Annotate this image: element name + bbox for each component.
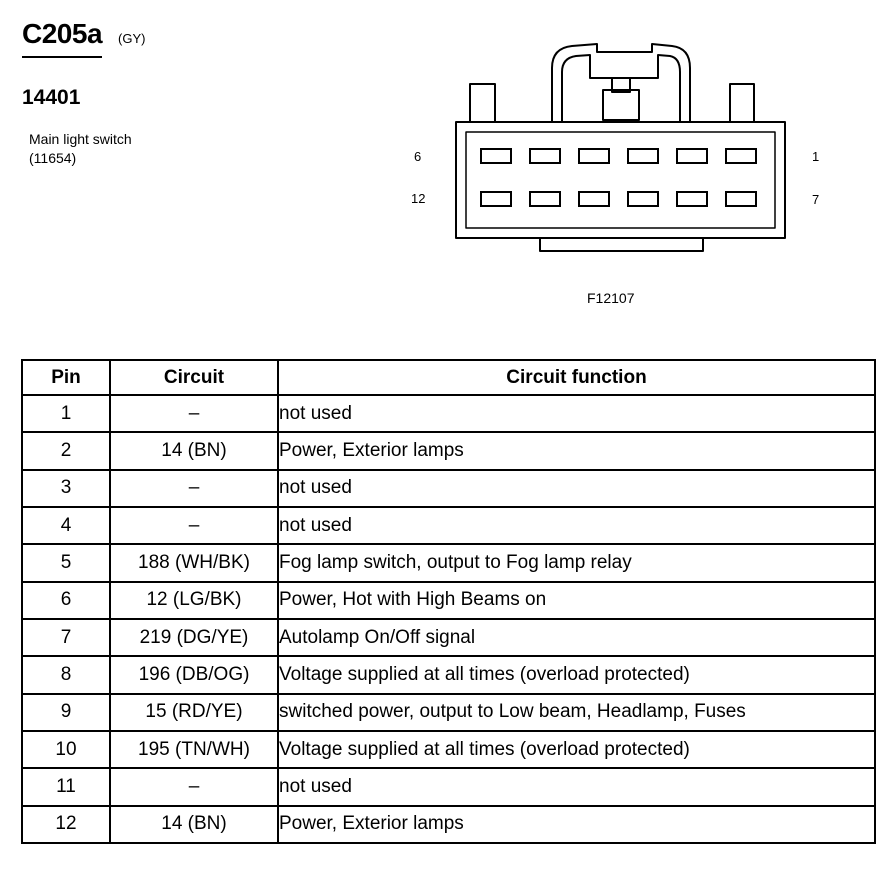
function-cell: switched power, output to Low beam, Headlamp, Fuses [278,694,875,731]
table-row [22,507,875,544]
table-row [22,619,875,656]
pin-cell: 7 [22,619,110,656]
circuit-cell: – [110,507,278,544]
circuit-cell: – [110,768,278,805]
latch-inner [562,55,680,122]
table-row [22,731,875,768]
circuit-cell: 14 (BN) [110,432,278,469]
pin-label-1: 1 [812,149,820,164]
pin-cavity-10 [579,192,609,206]
function-cell: Power, Exterior lamps [278,432,875,469]
function-cell: Voltage supplied at all times (overload protected) [278,731,875,768]
connector-face-diagram [400,38,800,263]
pin-cavity-12 [481,192,511,206]
pin-cell: 3 [22,470,110,507]
bottom-key-rail [540,238,703,251]
function-cell: not used [278,768,875,805]
function-cell: Fog lamp switch, output to Fog lamp relay [278,544,875,581]
pin-cavity-7 [726,192,756,206]
pin-cavity-5 [530,149,560,163]
table-row [22,768,875,805]
table-row [22,544,875,581]
latch-window [603,90,639,120]
circuit-cell: – [110,395,278,432]
pin-cavity-1 [726,149,756,163]
right-post [730,84,754,122]
table-row [22,432,875,469]
table-row [22,470,875,507]
connector-housing [456,122,785,238]
header-circuit-function: Circuit function [278,360,875,395]
table-header-row [22,360,875,395]
table-row [22,656,875,693]
table-row [22,806,875,843]
pin-cell: 11 [22,768,110,805]
connector-description [29,130,132,168]
pin-cell: 9 [22,694,110,731]
connector-header [22,18,322,166]
pin-cavity-4 [579,149,609,163]
connector-color-code: (GY) [118,31,146,46]
pin-label-12: 12 [411,191,426,206]
function-cell: Power, Hot with High Beams on [278,582,875,619]
circuit-cell: – [110,470,278,507]
function-cell: not used [278,470,875,507]
title-row [22,18,322,58]
table-row [22,395,875,432]
function-cell: Autolamp On/Off signal [278,619,875,656]
pin-cell: 2 [22,432,110,469]
circuit-cell: 188 (WH/BK) [110,544,278,581]
header-pin: Pin [22,360,110,395]
function-cell: not used [278,395,875,432]
pin-label-6: 6 [414,149,422,164]
pin-cell: 6 [22,582,110,619]
pin-cavity-8 [677,192,707,206]
function-cell: not used [278,507,875,544]
pin-cavity-6 [481,149,511,163]
description-number: (11654) [29,150,77,166]
circuit-cell: 195 (TN/WH) [110,731,278,768]
pin-table [21,359,876,844]
circuit-cell: 14 (BN) [110,806,278,843]
left-post [470,84,495,122]
figure-reference: F12107 [587,290,635,306]
description-text: Main light switch [29,131,132,147]
housing-inner-wall [466,132,775,228]
pin-cavity-3 [628,149,658,163]
pin-cavity-2 [677,149,707,163]
table-row [22,694,875,731]
circuit-cell: 12 (LG/BK) [110,582,278,619]
pin-cavity-11 [530,192,560,206]
pin-cell: 1 [22,395,110,432]
circuit-cell: 15 (RD/YE) [110,694,278,731]
pin-cell: 12 [22,806,110,843]
pin-cell: 4 [22,507,110,544]
header-circuit: Circuit [110,360,278,395]
circuit-cell: 196 (DB/OG) [110,656,278,693]
circuit-cell: 219 (DG/YE) [110,619,278,656]
pin-cell: 5 [22,544,110,581]
pin-cavity-9 [628,192,658,206]
table-row [22,582,875,619]
connector-id: C205a [22,18,102,58]
function-cell: Power, Exterior lamps [278,806,875,843]
pin-cell: 10 [22,731,110,768]
pin-label-7: 7 [812,192,820,207]
function-cell: Voltage supplied at all times (overload protected) [278,656,875,693]
part-number: 14401 [22,86,81,109]
pin-cell: 8 [22,656,110,693]
